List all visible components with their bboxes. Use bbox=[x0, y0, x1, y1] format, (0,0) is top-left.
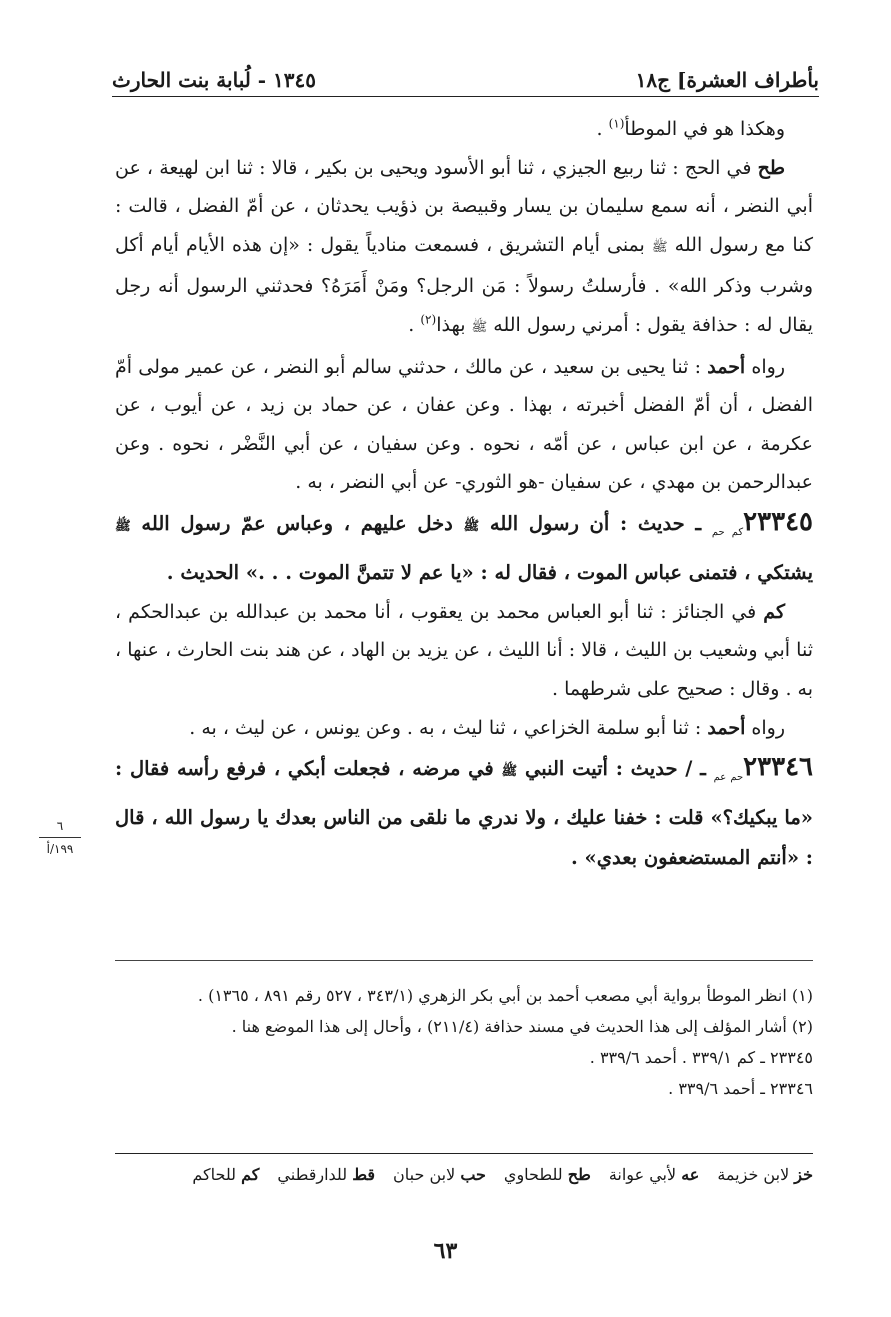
hadith-codes: كم حم bbox=[711, 526, 744, 538]
text: رواه bbox=[745, 355, 785, 378]
manuscript-folio-ref bbox=[30, 818, 90, 857]
text: بهذا bbox=[436, 313, 472, 336]
source-note-23346: ٢٣٣٤٦ ـ أحمد ٣٣٩/٦ . bbox=[668, 1079, 813, 1098]
source-name: أحمد bbox=[707, 355, 746, 378]
footnote-2: (٢) أشار المؤلف إلى هذا الحديث في مسند حذافة (٢١١/٤) ، وأحال إلى هذا الموضع هنا . bbox=[231, 1017, 813, 1036]
header-rule bbox=[112, 96, 819, 97]
text: دخل عليهم ، وعباس عمّ رسول الله bbox=[130, 511, 464, 535]
running-header bbox=[112, 52, 819, 92]
salla-glyph: ﷺ bbox=[463, 518, 480, 534]
paragraph-ahmad-2 bbox=[115, 709, 813, 748]
salla-glyph: ﷺ bbox=[501, 764, 518, 780]
text: يشتكي ، فتمنى عباس الموت ، فقال له : «يا عم لا تتمنَّ الموت . . .» الحديث . bbox=[166, 560, 813, 584]
salla-glyph: ﷺ bbox=[115, 518, 131, 534]
salla-glyph: ﷺ bbox=[651, 239, 668, 255]
folio-divider bbox=[39, 837, 81, 838]
abbrev-desc: للدارقطني bbox=[277, 1165, 348, 1184]
abbrev-item bbox=[393, 1165, 486, 1184]
hadith-codes: حم عم bbox=[713, 772, 744, 784]
salla-glyph: ﷺ bbox=[471, 319, 488, 335]
abbrev-code: طح bbox=[567, 1165, 591, 1184]
paragraph-muwatta bbox=[115, 110, 813, 149]
hadith-number: ٢٣٣٤٥ bbox=[743, 506, 813, 537]
text: . bbox=[408, 313, 421, 336]
abbrev-desc: لأبي عوانة bbox=[608, 1165, 677, 1184]
abbrev-code: عه bbox=[681, 1165, 700, 1184]
paragraph-ahmad-1 bbox=[115, 348, 813, 502]
abbrev-desc: لابن حبان bbox=[393, 1165, 456, 1184]
hadith-23345 bbox=[115, 502, 813, 593]
abbrev-item bbox=[609, 1165, 700, 1184]
footnotes bbox=[115, 980, 813, 1104]
abbrev-item bbox=[717, 1165, 813, 1184]
abbrev-item bbox=[277, 1165, 375, 1184]
hadith-number: ٢٣٣٤٦ bbox=[743, 752, 813, 783]
abbrev-desc: لابن خزيمة bbox=[717, 1165, 790, 1184]
source-note-23345: ٢٣٣٤٥ ـ كم ٣٣٩/١ . أحمد ٣٣٩/٦ . bbox=[589, 1048, 813, 1067]
text: في الجنائز : ثنا أبو العباس محمد بن يعقوب ، أنا محمد بن عبدالله بن عبدالحكم ، ثنا أبي وشعيب بن الليث ، قالا : أنا الليث ، عن يزيد بن الهاد ، عن هند بنت الحارث ، عنها ، به . وقال : صحيح على شرطهما . bbox=[115, 600, 813, 701]
page-number: ٦٣ bbox=[433, 1238, 458, 1264]
paragraph-hakim bbox=[115, 593, 813, 709]
text: . bbox=[596, 118, 609, 140]
source-code: كم bbox=[763, 600, 785, 623]
header-volume: بأطراف العشرة] ج١٨ bbox=[635, 68, 819, 92]
footnote-ref-1[interactable]: (١) bbox=[608, 116, 625, 131]
footer-rule bbox=[115, 1153, 813, 1154]
text: في الحج : ثنا ربيع الجيزي ، ثنا أبو الأسود ويحيى بن بكير ، قالا : ثنا ابن لهيعة ، عن أبي النضر ، أنه سمع سليمان بن يسار وقبيصة بن ذؤيب يحدثان ، عن أمّ الفضل ، قالت : كنا مع رسول الله bbox=[115, 156, 813, 256]
abbrev-desc: للحاكم bbox=[192, 1165, 237, 1184]
footnote-rule bbox=[115, 960, 813, 961]
text: : ثنا أبو سلمة الخزاعي ، ثنا ليث ، به . وعن يونس ، عن ليث ، به . bbox=[189, 716, 708, 739]
hadith-23346 bbox=[115, 747, 813, 878]
abbrev-desc: للطحاوي bbox=[503, 1165, 563, 1184]
footnote-1: (١) انظر الموطأ برواية أبي مصعب أحمد بن أبي بكر الزهري (٣٤٣/١ ، ٥٢٧ رقم ٨٩١ ، ١٣٦٥) . bbox=[197, 986, 813, 1005]
header-chapter: ١٣٤٥ - لُبابة بنت الحارث bbox=[112, 68, 317, 92]
abbrev-item bbox=[192, 1165, 259, 1184]
text: وهكذا هو في الموطأ bbox=[624, 118, 785, 140]
abbreviation-key bbox=[115, 1165, 813, 1184]
footnote-ref-2[interactable]: (٢) bbox=[420, 312, 437, 327]
text: بمنى أيام التشريق ، فسمعت منادياً يقول : «إن هذه الأيام أيام أكل وشرب وذكر الله» . فأرسلتُ رسولاً : مَن الرجل؟ ومَنْ أَمَرَهُ؟ فحدثني الرسول أنه رجل يقال له : حذافة يقول : أمرني رسول الله bbox=[115, 233, 813, 336]
abbrev-code: حب bbox=[460, 1165, 486, 1184]
source-code: طح bbox=[757, 156, 785, 179]
abbrev-item bbox=[504, 1165, 591, 1184]
source-name: أحمد bbox=[707, 716, 746, 739]
folio-number: ١٩٩/أ bbox=[46, 842, 74, 856]
text: : ثنا يحيى بن سعيد ، عن مالك ، حدثني سالم أبو النضر ، عن عمير مولى أمّ الفضل ، أن أمّ الفضل أخبرته ، بهذا . وعن عفان ، عن حماد بن زيد ، عن أيوب ، عن عكرمة ، عن ابن عباس ، عن أمّه ، نحوه . وعن سفيان ، عن أبي النَّضْر ، نحوه . وعن عبدالرحمن بن مهدي ، عن سفيان -هو الثوري- عن أبي النضر ، به . bbox=[115, 355, 813, 494]
text: في مرضه ، فجعلت أبكي ، فرفع رأسه فقال : «ما يبكيك؟» قلت : خفنا عليك ، ولا ندري ما نلقى من الناس بعدك يا رسول الله ، قال : «أنتم المستضعفون بعدي» . bbox=[115, 757, 813, 870]
abbrev-code: قط bbox=[352, 1165, 376, 1184]
folio-volume: ٦ bbox=[56, 819, 64, 833]
paragraph-tahawi bbox=[115, 149, 813, 348]
abbrev-code: كم bbox=[241, 1165, 260, 1184]
main-text bbox=[115, 110, 813, 878]
text: ـ / حديث : أتيت النبي bbox=[517, 757, 714, 781]
text: رواه bbox=[745, 716, 785, 739]
abbrev-code: خز bbox=[794, 1165, 813, 1184]
text: ـ حديث : أن رسول الله bbox=[479, 511, 712, 535]
